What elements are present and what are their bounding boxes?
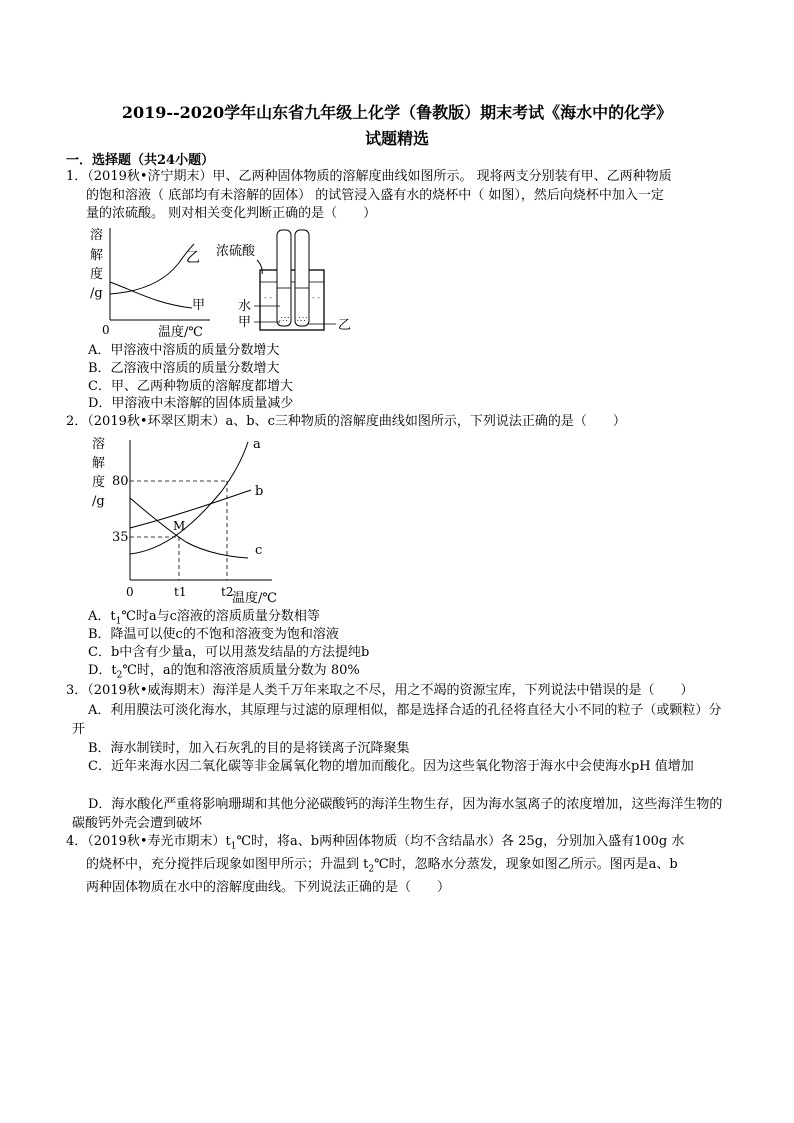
q1-y-label-4: /g (90, 286, 103, 301)
q1-y-label-3: 度 (90, 267, 104, 282)
q4-l1-post: ℃时，将a、b两种固体物质（均不含结晶水）各 25g，分别加入盛有100g 水 (236, 834, 685, 849)
question-4-line-1 (66, 833, 736, 856)
q3-option-a: A．利用膜法可淡化海水，其原理与过滤的原理相似，都是选择合适的孔径将直径大小不同的粒子（或颗粒）分开 (72, 703, 722, 737)
q1-origin: 0 (102, 323, 110, 337)
q1-y-label-2: 解 (90, 248, 104, 263)
q4-l2-post: ℃时，忽略水分蒸发，现象如图乙所示。图丙是a、b (374, 857, 678, 873)
q1-option-c: C．甲、乙两种物质的溶解度都增大 (88, 379, 293, 394)
question-1-line-3: 量的浓硫酸。 则对相关变化判断正确的是（ ） (86, 206, 377, 221)
q1-yi-label: 乙 (338, 318, 352, 333)
q2-option-d-pre: D．t (88, 663, 117, 678)
q4-l1-sub: 1 (230, 841, 237, 852)
q2-option-d-sub: 2 (116, 670, 123, 681)
q1-x-label: 温度/℃ (158, 325, 203, 340)
tube-jia-solid: ∴∵ (279, 315, 290, 324)
q1-option-a: A．甲溶液中溶质的质量分数增大 (88, 343, 280, 358)
q2-y-label-2: 解 (92, 456, 106, 471)
q1-figure (82, 222, 372, 342)
q2-option-a-post: ℃时a与c溶液的溶质质量分数相等 (121, 609, 320, 624)
q3-option-d: D．海水酸化严重将影响珊瑚和其他分泌碳酸钙的海洋生物生存，因为海水氢离子的浓度增加，这些海洋生物的碳酸钙外壳会遭到破坏 (72, 797, 723, 831)
q2-y-label-4: /g (92, 494, 105, 509)
q2-tick-80: 80 (112, 474, 129, 489)
q2-tick-t1: t1 (174, 585, 187, 599)
q4-l2-pre: 的烧杯中，充分搅拌后现象如图甲所示；升温到 t (86, 857, 369, 873)
question-1-line-2: 的饱和溶液（ 底部均有未溶解的固体） 的试管浸入盛有水的烧杯中（ 如图），然后向烧杯中加入一定 (86, 187, 664, 203)
question-3-stem: 3．（2019秋•威海期末）海洋是人类千万年来取之不尽，用之不竭的资源宝库，下列说法中错误的是（ ） (66, 683, 694, 698)
q1-curve-jia-label: 甲 (192, 298, 206, 313)
beaker-water-texture: - - (264, 293, 272, 302)
test-tube-yi (295, 230, 309, 326)
q4-l2-sub: 2 (368, 864, 375, 875)
question-1-line-1: 1．（2019秋•济宁期末）甲、乙两种固体物质的溶解度曲线如图所示。 现将两支分别装有甲、乙两种物质 (66, 169, 672, 184)
q3-option-c: C．近年来海水因二氧化碳等非金属氧化物的增加而酸化。因为这些氧化物溶于海水中会使海水pH 值增加 (88, 759, 694, 774)
document-title-line2: 试题精选 (364, 129, 429, 148)
q3-option-b: B．海水制镁时，加入石灰乳的目的是将镁离子沉降聚集 (88, 741, 410, 756)
document-title: 2019--2020学年山东省九年级上化学（鲁教版）期末考试《海水中的化学》 (121, 103, 673, 122)
q2-label-a: a (253, 437, 261, 452)
q2-tick-35: 35 (112, 530, 129, 545)
tube-yi-solid: ∴∵ (297, 315, 308, 324)
section-heading: 一．选择题（共24小题） (66, 153, 215, 168)
q2-y-label-1: 溶 (92, 437, 106, 452)
q1-option-d: D．甲溶液中未溶解的固体质量减少 (88, 396, 294, 411)
q2-origin: 0 (126, 585, 134, 599)
q1-jia-label: 甲 (238, 315, 252, 330)
question-4-line-3: 两种固体物质在水中的溶解度曲线。下列说法正确的是（ ） (86, 880, 451, 896)
q2-curve-b (130, 490, 251, 528)
q2-curve-c (130, 498, 248, 558)
q1-option-b: B．乙溶液中溶质的质量分数增大 (88, 361, 280, 376)
q2-option-a-pre: A．t (88, 609, 116, 624)
q4-l1-pre: 4．（2019秋•寿光市期末）t (66, 834, 231, 849)
q1-curve-yi-label: 乙 (186, 250, 200, 266)
q2-option-c: C．b中含有少量a，可以用蒸发结晶的方法提纯b (88, 645, 370, 660)
q1-water-label: 水 (238, 299, 252, 314)
q2-option-d-post: ℃时，a的饱和溶液溶质质量分数为 80% (122, 663, 360, 678)
q2-label-b: b (255, 484, 264, 499)
q2-tick-t2: t2 (221, 585, 234, 599)
question-4-stem (66, 833, 736, 898)
q2-figure (86, 432, 286, 604)
q2-y-label-3: 度 (92, 475, 106, 490)
beaker-water-texture-2: - - (312, 293, 320, 302)
q1-y-label-1: 溶 (90, 228, 104, 243)
q2-x-label: 温度/℃ (232, 591, 277, 604)
question-2-stem: 2．（2019秋•环翠区期末）a、b、c三种物质的溶解度曲线如图所示，下列说法正确的是（ ） (66, 414, 626, 429)
test-tube-jia (277, 230, 291, 326)
q2-option-b: B．降温可以使c的不饱和溶液变为饱和溶液 (88, 627, 339, 642)
question-4-line-2 (66, 856, 736, 879)
q2-option-a-sub: 1 (115, 616, 122, 627)
q2-point-m: M (173, 519, 186, 533)
q1-curve-jia (110, 282, 192, 308)
q1-acid-label: 浓硫酸 (216, 244, 256, 259)
question-1-stem (66, 168, 736, 224)
q2-label-c: c (255, 543, 263, 558)
